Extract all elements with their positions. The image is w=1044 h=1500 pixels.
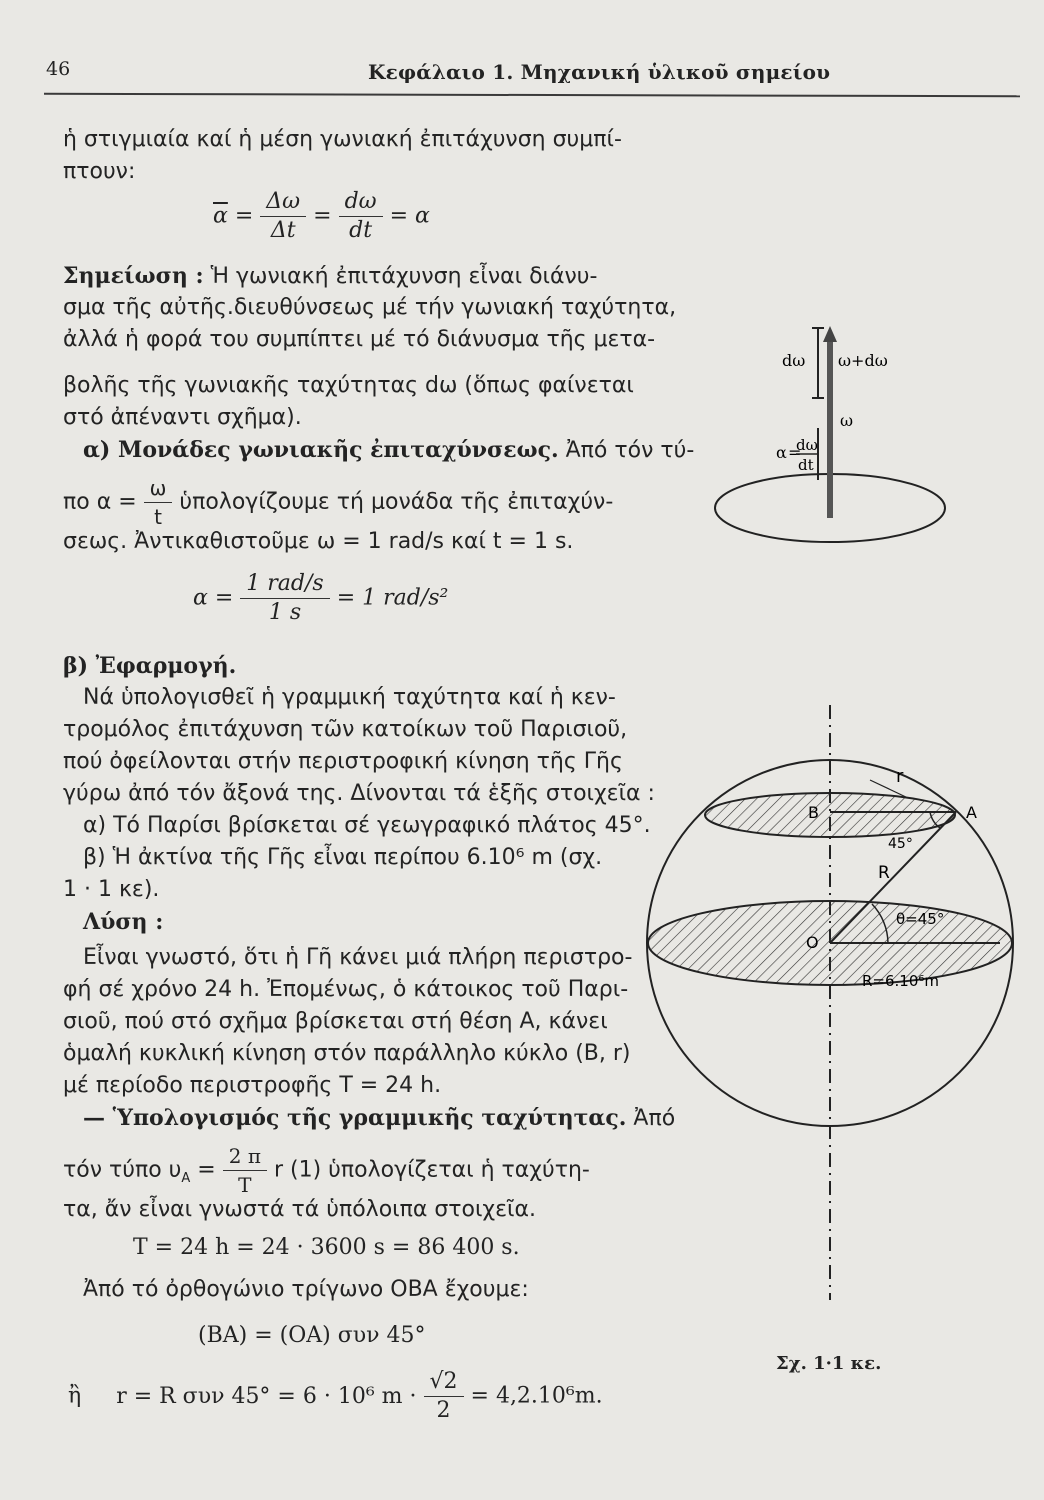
calc-line2: τόν τύπο $\upsilon_A$ = $\frac{2 \pi}{T}$ r (1) ὑπολογίζεται ἡ ταχύτη- <box>63 1144 590 1197</box>
label-A: A <box>966 803 977 822</box>
app-line2: τρομόλος ἐπιτάχυνση τῶν κατοίκων τοῦ Παρισιοῦ, <box>63 717 628 742</box>
units-heading: α) Μονάδες γωνιακῆς ἐπιταχύνσεως. Ἀπό τόν τύ- <box>83 437 695 463</box>
solution-heading: Λύση : <box>83 909 164 935</box>
units-line2: πο α = $\frac{\omega}{t}$ ὑπολογίζουμε τή μονάδα τῆς ἐπιταχύν- <box>63 476 614 529</box>
page-number: 46 <box>46 58 71 80</box>
equation-radius: ἢ r = R συν 45° = 6 · 10⁶ m · $\frac{√2}{2}$ = 4,2.10⁶m. <box>68 1369 603 1423</box>
note-line3: ἀλλά ἡ φορά του συμπίπτει μέ τό διάνυσμα τῆς μετα- <box>63 327 656 352</box>
calc-heading: — Ὑπολογισμός τῆς γραμμικῆς ταχύτητας. Ἀπό <box>83 1105 676 1131</box>
label-R-value: R=6.10⁶m <box>862 972 940 990</box>
label-R: R <box>878 863 890 883</box>
label-45: 45° <box>888 836 913 852</box>
sol-line1: Εἶναι γνωστό, ὅτι ἡ Γῆ κάνει μιά πλήρη περιστρο- <box>83 945 633 970</box>
running-title: Κεφάλαιο 1. Μηχανική ὑλικοῦ σημείου <box>368 60 831 84</box>
app-line1: Νά ὑπολογισθεῖ ἡ γραμμική ταχύτητα καί ἡ κεν- <box>83 685 616 710</box>
omega-plus-domega-label: ω+dω <box>838 351 888 370</box>
parallel-circle <box>705 793 955 837</box>
application-heading: β) Ἐφαρμογή. <box>63 653 237 679</box>
alpha-numerator: dω <box>796 436 818 454</box>
equation-period: T = 24 h = 24 · 3600 s = 86 400 s. <box>133 1235 520 1260</box>
axis-arrowhead-icon <box>823 326 837 342</box>
label-theta: θ=45° <box>896 910 945 928</box>
note-line4: βολῆς τῆς γωνιακῆς ταχύτητας dω (ὅπως φαίνεται <box>63 373 634 398</box>
svg-text:=: = <box>788 443 802 462</box>
sol-line5: μέ περίοδο περιστροφῆς T = 24 h. <box>63 1073 442 1098</box>
label-B: B <box>808 803 819 822</box>
equation-ba: (ΒΑ) = (ΟΑ) συν 45° <box>198 1323 426 1348</box>
label-O: O <box>806 933 819 952</box>
app-line5: α) Τό Παρίσι βρίσκεται σέ γεωγραφικό πλάτος 45°. <box>83 813 651 838</box>
app-line7: 1 · 1 κε). <box>63 877 160 902</box>
omega-label: ω <box>840 411 854 430</box>
note-line1: Σημείωση : Ἡ γωνιακή ἐπιτάχυνση εἶναι διάνυ- <box>63 263 598 289</box>
figure-caption: Σχ. 1·1 κε. <box>776 1353 882 1374</box>
equation-angular-accel: $\overline{\alpha}$ = $\frac{\Delta\omega}{\Delta t}$ = $\frac{d\omega}{dt}$ = α <box>213 189 430 243</box>
equation-units: α = $\frac{\text{1 rad/s}}{1 s}$ = 1 rad/s² <box>193 571 449 625</box>
app-line4: γύρω ἀπό τόν ἄξονά της. Δίνονται τά ἑξῆς στοιχεῖα : <box>63 781 655 806</box>
note-line2: σμα τῆς αὐτῆς.διευθύνσεως μέ τήν γωνιακή ταχύτητα, <box>63 295 677 320</box>
para1-line2: πτουν: <box>63 159 136 184</box>
alpha-denominator: dt <box>798 456 814 474</box>
triangle-line: Ἀπό τό ὀρθογώνιο τρίγωνο ΟΒΑ ἔχουμε: <box>83 1277 529 1302</box>
label-r: r <box>896 766 904 787</box>
app-line6: β) Ἡ ἀκτίνα τῆς Γῆς εἶναι περίπου 6.10⁶ m (σχ. <box>83 845 603 870</box>
sol-line4: ὁμαλή κυκλική κίνηση στόν παράλληλο κύκλο (Β, r) <box>63 1041 631 1066</box>
app-line3: πού ὀφείλονται στήν περιστροφική κίνηση τῆς Γῆς <box>63 749 623 774</box>
vector-diagram <box>700 318 960 553</box>
domega-label: dω <box>782 351 806 370</box>
units-line3: σεως. Ἀντικαθιστοῦμε ω = 1 rad/s καί t = 1 s. <box>63 529 574 554</box>
earth-diagram <box>640 700 1030 1350</box>
sol-line2: φή σέ χρόνο 24 h. Ἐπομένως, ὁ κάτοικος τοῦ Παρι- <box>63 977 629 1002</box>
sol-line3: σιοῦ, πού στό σχῆμα βρίσκεται στή θέση Α, κάνει <box>63 1009 608 1034</box>
note-line5: στό ἀπέναντι σχῆμα). <box>63 405 302 430</box>
alpha-label: α <box>776 443 787 462</box>
para1-line1: ἡ στιγμιαία καί ἡ μέση γωνιακή ἐπιτάχυνση συμπί- <box>63 127 622 152</box>
calc-line3: τα, ἄν εἶναι γνωστά τά ὑπόλοιπα στοιχεῖα. <box>63 1197 536 1222</box>
main-text-column <box>63 0 695 1500</box>
note-label: Σημείωση : <box>63 263 204 289</box>
